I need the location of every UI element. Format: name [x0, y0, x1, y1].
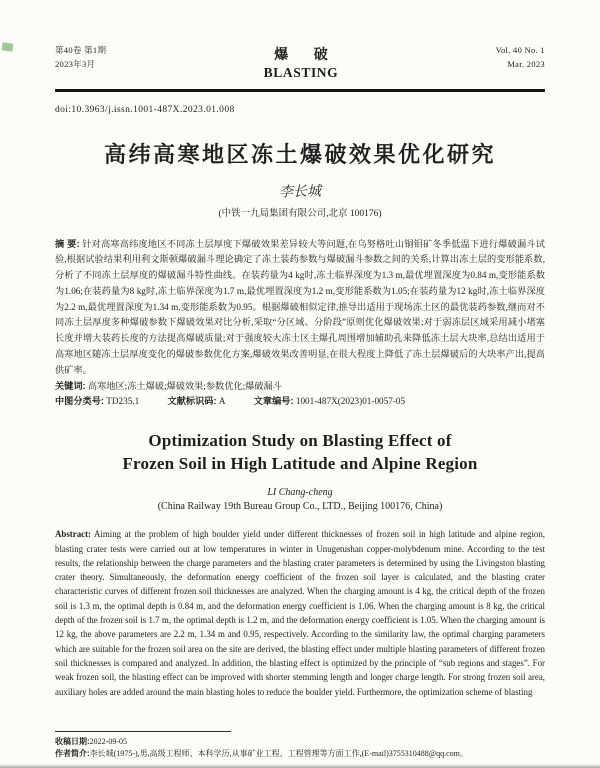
article-id-label: 文章编号:: [253, 396, 294, 407]
scan-bottom-edge-artifact: [0, 764, 600, 768]
received-date-label: 收稿日期:: [55, 737, 90, 746]
classification-line: [55, 394, 545, 410]
affiliation-en: (China Railway 19th Bureau Group Co., LTD., Beijing 100176, China): [157, 501, 443, 513]
author-signature-cn: 李长城: [278, 183, 322, 201]
doc-code-label: 文献标识码:: [167, 396, 217, 407]
doc-code-value: A: [218, 396, 226, 407]
abstract-text-en: Aiming at the problem of high boulder yield under different thicknesses of frozen soil in high latitude and alpine region, blasting crater tests were carried out at low temperatures in winter in Unugetushan copper-molybdenum mine. According to the test results, the relationship between the charge parameters and the blasting crater parameters is determined by using the Livingston blasting crater theory. Simultaneously, the deformation energy coefficient of the frozen soil layer is calculated, and the blasting crater characteristic curves of different frozen soil thicknesses are analyzed. When the charging amount is 4 kg, the critical depth of the frozen soil is 1.3 m, the optimal depth is 0.84 m, and the deformation energy coefficient is 1.06. When the charging amount is 8 kg, the critical depth of the frozen soil is 1.7 m, the optimal depth is 1.2 m, and the deformation energy coefficient is 1.05. When the charging amount is 12 kg, the above parameters are 2.2 m, 1.34 m and 0.95, respectively. According to the similarity law, the optimal charging parameters which are suitable for the frozen soil area on the site are derived, the blasting effect under multiple blasting parameters of different frozen soil thicknesses is compared and analyzed. In addition, the blasting effect is optimized by the principle of “sub regions and stages”. For weak frozen soil, the blasting effect can be improved with shorter stemming length and longer charge length. For strong frozen soil area, auxiliary holes are added around the main blasting holes to reduce the boulder yield. Furthermore, the optimization scheme of blasting: [55, 529, 545, 697]
clc-group: [55, 396, 139, 406]
article-title-en-line2: Frozen Soil in High Latitude and Alpine Region: [122, 454, 478, 474]
affiliation-cn: (中铁一九局集团有限公司,北京 100176): [218, 208, 382, 219]
journal-masthead: [55, 44, 545, 81]
masthead-right: [496, 44, 545, 71]
article-id-value: 1001-487X(2023)01-0057-05: [295, 396, 406, 407]
author-en: LI Chang-cheng: [267, 487, 333, 499]
doi-line: doi:10.3963/j.issn.1001-487X.2023.01.008: [55, 104, 235, 115]
footnote-rule: [55, 731, 231, 732]
author-bio-label: 作者简介:: [55, 748, 90, 758]
article-title-en: [0, 429, 600, 475]
article-id-group: [254, 396, 405, 406]
publication-date-cn: 2023年3月: [55, 58, 96, 69]
keywords-line: [55, 379, 545, 395]
clc-label: 中图分类号:: [55, 396, 104, 407]
abstract-cn: [55, 237, 545, 379]
journal-title-en: BLASTING: [263, 65, 339, 80]
scan-green-mark-artifact: [1, 42, 13, 51]
publication-date-en: Mar. 2023: [507, 58, 545, 69]
article-title-cn: 高纬高寒地区冻土爆破效果优化研究: [103, 141, 496, 167]
masthead-left: [55, 44, 106, 71]
article-title-en-line1: Optimization Study on Blasting Effect of: [148, 431, 452, 451]
author-bio-text: 李长城(1975-),男,高级工程师、本科学历,从事矿业工程、工程管理等方面工作,(E-mail)3755310488@qq.com。: [89, 748, 468, 758]
author-bio-line: [55, 748, 545, 760]
volume-issue-en: Vol. 40 No. 1: [495, 45, 545, 55]
abstract-text-cn: 针对高寒高纬度地区不同冻土层厚度下爆破效果差异较大等问题,在乌努格吐山铜钼矿冬季低温下进行爆破漏斗试验,根据试验结果利用利文斯顿爆破漏斗理论确定了冻土装药参数与爆破漏斗参数之间的关系,计算出冻土层的变形能系数,分析了不同冻土层厚度的爆破漏斗特性曲线。在装药量为4 kg时,冻土临界深度为1.3 m,最优埋置深度为0.84 m,变形能系数为1.06;在装药量为8 kg时,冻土临界深度为1.7 m,最优埋置深度为1.2 m,变形能系数为1.05;在装药量为12 kg时,冻土临界深度为2.2 m,最优埋置深度为1.34 m,变形能系数为0.95。根据爆破相似定律,推导出适用于现场冻土区的最优装药参数,继而对不同冻土层厚度多种爆破参数下爆破效果对比分析,采取“分区域、分阶段”原则优化爆破效果;对于弱冻层区域采用减小堵塞长度并增大装药长度的方法提高爆破质量;对于强度较大冻土区主爆孔周围增加辅助孔来降低冻土层大块率,总结出适用于高寒地区随冻土层厚度变化的爆破参数优化方案,爆破效果改善明显,在很大程度上降低了冻土层爆破后的大块率产出,提高供矿率。: [55, 238, 545, 375]
received-date-value: 2022-09-05: [89, 737, 127, 746]
masthead-divider-rule: [55, 89, 545, 92]
doc-code-group: [168, 396, 226, 406]
keywords-label: 关键词:: [55, 380, 86, 391]
volume-issue-cn: 第40卷 第1期: [55, 45, 107, 55]
journal-title-cn: 爆 破: [274, 48, 339, 63]
abstract-en: [55, 527, 545, 699]
abstract-label-en: Abstract:: [55, 529, 91, 540]
clc-value: TD235.1: [106, 396, 140, 407]
keywords-text: 高寒地区;冻土爆破;爆破效果;参数优化;爆破漏斗: [87, 380, 282, 391]
first-page-footnote: [55, 731, 545, 759]
received-date-line: [55, 736, 545, 748]
masthead-center: [263, 44, 339, 81]
abstract-label-cn: 摘 要:: [55, 238, 80, 249]
